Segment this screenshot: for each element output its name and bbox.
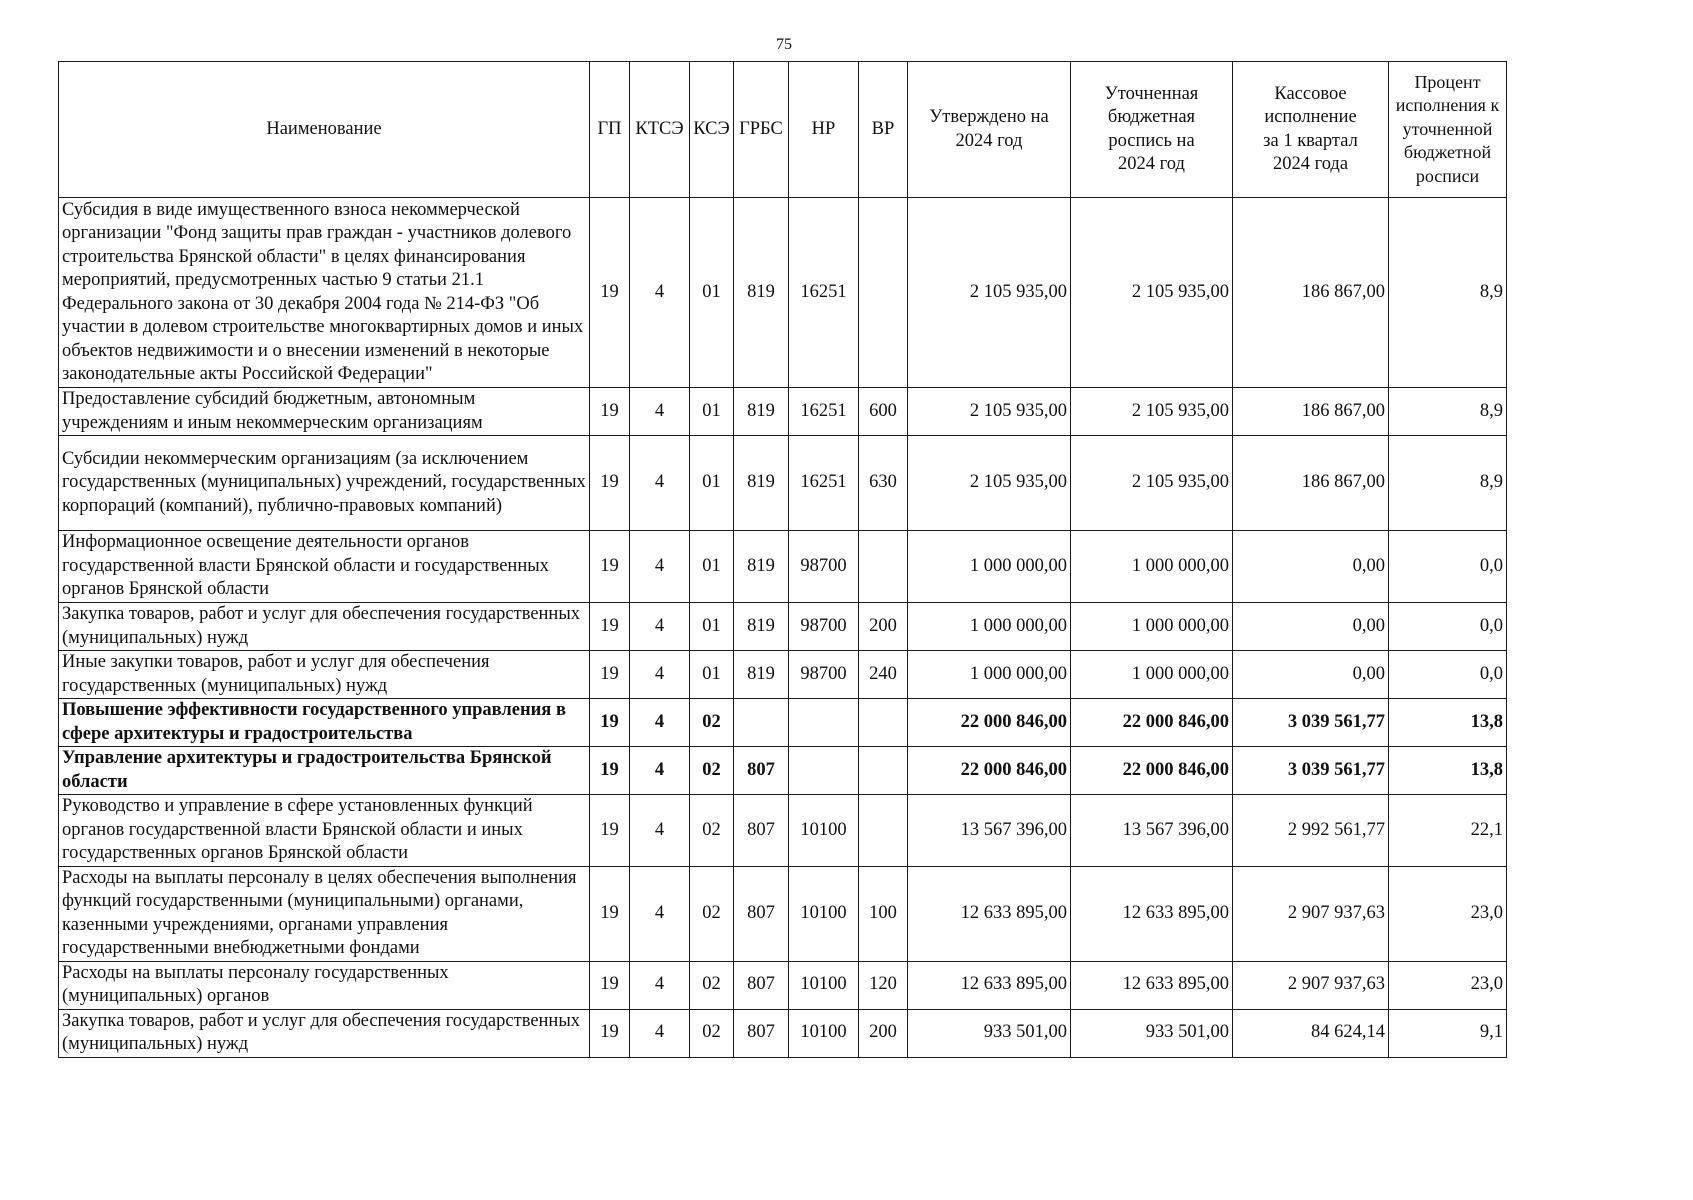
row-gp: 19 <box>590 651 630 699</box>
row-vr: 200 <box>859 603 908 651</box>
table-row <box>59 795 1507 867</box>
row-name: Расходы на выплаты персоналу в целях обеспечения выполнения функций государственными (муниципальными) органами, казенными учреждениями, органами управления государственными внебюджетными фондами <box>59 866 590 961</box>
row-approved: 2 105 935,00 <box>908 436 1071 531</box>
row-vr: 120 <box>859 961 908 1009</box>
row-grbs: 819 <box>734 436 789 531</box>
row-vr: 600 <box>859 388 908 436</box>
row-approved: 12 633 895,00 <box>908 866 1071 961</box>
row-percent: 0,0 <box>1389 603 1507 651</box>
row-refined: 1 000 000,00 <box>1071 651 1233 699</box>
row-name: Повышение эффективности государственного управления в сфере архитектуры и градостроительства <box>59 699 590 747</box>
row-vr <box>859 747 908 795</box>
row-kse: 01 <box>690 198 734 388</box>
row-ktse: 4 <box>630 866 690 961</box>
row-vr: 200 <box>859 1009 908 1057</box>
row-vr <box>859 531 908 603</box>
row-grbs: 819 <box>734 651 789 699</box>
header-grbs: ГРБС <box>734 62 789 198</box>
row-approved: 12 633 895,00 <box>908 961 1071 1009</box>
table-row <box>59 1009 1507 1057</box>
row-percent: 9,1 <box>1389 1009 1507 1057</box>
row-ktse: 4 <box>630 651 690 699</box>
row-name: Закупка товаров, работ и услуг для обеспечения государственных (муниципальных) нужд <box>59 603 590 651</box>
row-kse: 02 <box>690 747 734 795</box>
row-percent: 0,0 <box>1389 531 1507 603</box>
table-row <box>59 651 1507 699</box>
table-row <box>59 198 1507 388</box>
row-gp: 19 <box>590 436 630 531</box>
row-refined: 933 501,00 <box>1071 1009 1233 1057</box>
row-nr: 10100 <box>789 866 859 961</box>
row-ktse: 4 <box>630 747 690 795</box>
row-kse: 02 <box>690 699 734 747</box>
table-row <box>59 603 1507 651</box>
row-grbs <box>734 699 789 747</box>
row-grbs: 819 <box>734 603 789 651</box>
row-grbs: 807 <box>734 1009 789 1057</box>
header-percent: Процент исполнения к уточненной бюджетной росписи <box>1389 62 1507 198</box>
row-percent: 8,9 <box>1389 388 1507 436</box>
row-kse: 01 <box>690 603 734 651</box>
header-refined: Уточненная бюджетная роспись на 2024 год <box>1071 62 1233 198</box>
row-kse: 02 <box>690 795 734 867</box>
row-nr: 16251 <box>789 388 859 436</box>
table-row <box>59 747 1507 795</box>
row-gp: 19 <box>590 198 630 388</box>
row-vr <box>859 198 908 388</box>
row-name: Закупка товаров, работ и услуг для обеспечения государственных (муниципальных) нужд <box>59 1009 590 1057</box>
row-gp: 19 <box>590 961 630 1009</box>
header-ktse: КТСЭ <box>630 62 690 198</box>
row-ktse: 4 <box>630 795 690 867</box>
row-grbs: 819 <box>734 531 789 603</box>
row-refined: 22 000 846,00 <box>1071 699 1233 747</box>
row-percent: 13,8 <box>1389 699 1507 747</box>
row-kse: 01 <box>690 388 734 436</box>
row-cash: 3 039 561,77 <box>1233 699 1389 747</box>
row-refined: 22 000 846,00 <box>1071 747 1233 795</box>
row-vr: 100 <box>859 866 908 961</box>
row-nr: 10100 <box>789 795 859 867</box>
row-percent: 8,9 <box>1389 436 1507 531</box>
row-grbs: 807 <box>734 795 789 867</box>
row-cash: 84 624,14 <box>1233 1009 1389 1057</box>
row-percent: 23,0 <box>1389 961 1507 1009</box>
header-row <box>59 62 1507 198</box>
row-name: Субсидии некоммерческим организациям (за исключением государственных (муниципальных) учреждений, государственных корпораций (компаний), публично-правовых компаний) <box>59 436 590 531</box>
row-approved: 1 000 000,00 <box>908 531 1071 603</box>
row-cash: 186 867,00 <box>1233 198 1389 388</box>
header-name: Наименование <box>59 62 590 198</box>
row-grbs: 819 <box>734 388 789 436</box>
row-nr: 10100 <box>789 961 859 1009</box>
table-row <box>59 866 1507 961</box>
row-name: Информационное освещение деятельности органов государственной власти Брянской области и государственных органов Брянской области <box>59 531 590 603</box>
row-approved: 22 000 846,00 <box>908 747 1071 795</box>
row-cash: 0,00 <box>1233 651 1389 699</box>
row-nr: 98700 <box>789 531 859 603</box>
row-ktse: 4 <box>630 531 690 603</box>
row-name: Управление архитектуры и градостроительства Брянской области <box>59 747 590 795</box>
row-nr: 10100 <box>789 1009 859 1057</box>
row-grbs: 819 <box>734 198 789 388</box>
row-refined: 1 000 000,00 <box>1071 531 1233 603</box>
row-gp: 19 <box>590 603 630 651</box>
row-ktse: 4 <box>630 388 690 436</box>
row-gp: 19 <box>590 1009 630 1057</box>
table-row <box>59 436 1507 531</box>
page-number: 75 <box>776 36 792 53</box>
row-ktse: 4 <box>630 436 690 531</box>
row-kse: 01 <box>690 436 734 531</box>
row-gp: 19 <box>590 388 630 436</box>
row-refined: 12 633 895,00 <box>1071 866 1233 961</box>
row-nr: 16251 <box>789 198 859 388</box>
row-vr <box>859 699 908 747</box>
row-nr: 98700 <box>789 603 859 651</box>
row-gp: 19 <box>590 866 630 961</box>
row-grbs: 807 <box>734 961 789 1009</box>
row-ktse: 4 <box>630 1009 690 1057</box>
row-cash: 0,00 <box>1233 531 1389 603</box>
row-refined: 2 105 935,00 <box>1071 198 1233 388</box>
row-cash: 2 907 937,63 <box>1233 961 1389 1009</box>
row-ktse: 4 <box>630 699 690 747</box>
budget-table <box>58 61 1507 1058</box>
row-percent: 13,8 <box>1389 747 1507 795</box>
row-grbs: 807 <box>734 866 789 961</box>
row-kse: 01 <box>690 531 734 603</box>
header-gp: ГП <box>590 62 630 198</box>
row-cash: 186 867,00 <box>1233 388 1389 436</box>
row-cash: 2 907 937,63 <box>1233 866 1389 961</box>
row-vr: 630 <box>859 436 908 531</box>
row-vr: 240 <box>859 651 908 699</box>
row-cash: 0,00 <box>1233 603 1389 651</box>
row-kse: 02 <box>690 961 734 1009</box>
row-name: Субсидия в виде имущественного взноса некоммерческой организации "Фонд защиты прав граждан - участников долевого строительства Брянской области" в целях финансирования мероприятий, предусмотренных частью 9 статьи 21.1 Федерального закона от 30 декабря 2004 года № 214-ФЗ "Об участии в долевом строительстве многоквартирных домов и иных объектов недвижимости и о внесении изменений в некоторые законодательные акты Российской Федерации" <box>59 198 590 388</box>
row-kse: 01 <box>690 651 734 699</box>
table-row <box>59 531 1507 603</box>
row-nr <box>789 699 859 747</box>
row-approved: 933 501,00 <box>908 1009 1071 1057</box>
row-gp: 19 <box>590 795 630 867</box>
row-vr <box>859 795 908 867</box>
row-kse: 02 <box>690 866 734 961</box>
table-row <box>59 388 1507 436</box>
row-cash: 2 992 561,77 <box>1233 795 1389 867</box>
row-kse: 02 <box>690 1009 734 1057</box>
row-cash: 186 867,00 <box>1233 436 1389 531</box>
row-name: Руководство и управление в сфере установленных функций органов государственной власти Брянской области и иных государственных органов Брянской области <box>59 795 590 867</box>
row-refined: 1 000 000,00 <box>1071 603 1233 651</box>
header-kse: КСЭ <box>690 62 734 198</box>
row-refined: 12 633 895,00 <box>1071 961 1233 1009</box>
row-name: Предоставление субсидий бюджетным, автономным учреждениям и иным некоммерческим организациям <box>59 388 590 436</box>
row-name: Расходы на выплаты персоналу государственных (муниципальных) органов <box>59 961 590 1009</box>
row-grbs: 807 <box>734 747 789 795</box>
header-vr: ВР <box>859 62 908 198</box>
row-ktse: 4 <box>630 961 690 1009</box>
row-nr: 16251 <box>789 436 859 531</box>
row-ktse: 4 <box>630 198 690 388</box>
row-refined: 2 105 935,00 <box>1071 388 1233 436</box>
row-gp: 19 <box>590 531 630 603</box>
row-percent: 0,0 <box>1389 651 1507 699</box>
row-name: Иные закупки товаров, работ и услуг для обеспечения государственных (муниципальных) нужд <box>59 651 590 699</box>
row-approved: 2 105 935,00 <box>908 198 1071 388</box>
row-refined: 2 105 935,00 <box>1071 436 1233 531</box>
row-approved: 22 000 846,00 <box>908 699 1071 747</box>
row-gp: 19 <box>590 699 630 747</box>
row-nr <box>789 747 859 795</box>
header-approved: Утверждено на 2024 год <box>908 62 1071 198</box>
row-gp: 19 <box>590 747 630 795</box>
header-cash: Кассовое исполнение за 1 квартал 2024 года <box>1233 62 1389 198</box>
row-ktse: 4 <box>630 603 690 651</box>
row-cash: 3 039 561,77 <box>1233 747 1389 795</box>
table-row <box>59 699 1507 747</box>
row-refined: 13 567 396,00 <box>1071 795 1233 867</box>
header-nr: НР <box>789 62 859 198</box>
row-approved: 1 000 000,00 <box>908 651 1071 699</box>
row-percent: 8,9 <box>1389 198 1507 388</box>
row-nr: 98700 <box>789 651 859 699</box>
row-approved: 13 567 396,00 <box>908 795 1071 867</box>
row-percent: 23,0 <box>1389 866 1507 961</box>
row-approved: 1 000 000,00 <box>908 603 1071 651</box>
table-row <box>59 961 1507 1009</box>
row-approved: 2 105 935,00 <box>908 388 1071 436</box>
row-percent: 22,1 <box>1389 795 1507 867</box>
